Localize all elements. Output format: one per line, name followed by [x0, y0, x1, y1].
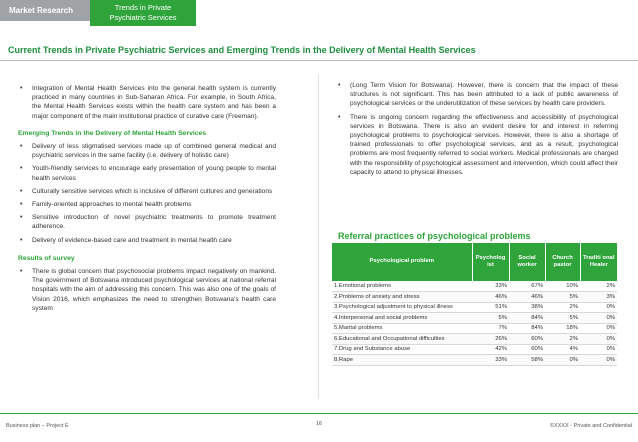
cell-traditional-healer: 0%: [580, 302, 617, 313]
cell-problem: 5.Marital problems: [332, 323, 472, 334]
cell-traditional-healer: 0%: [580, 355, 617, 366]
cell-traditional-healer: 2%: [580, 281, 617, 292]
cell-traditional-healer: 3%: [580, 292, 617, 303]
cell-problem: 6.Educational and Occupational difficulties: [332, 334, 472, 345]
cell-traditional-healer: 0%: [580, 313, 617, 324]
cell-psychologist: 46%: [472, 292, 509, 303]
tab-trends-private-psychiatric[interactable]: [90, 0, 196, 26]
cell-social-worker: 58%: [509, 355, 545, 366]
cell-church-pastor: 18%: [545, 323, 580, 334]
cell-problem: 4.Interpersonal and social problems: [332, 313, 472, 324]
cell-church-pastor: 5%: [545, 292, 580, 303]
cell-social-worker: 84%: [509, 313, 545, 324]
cell-problem: 7.Drug and Substance abuse: [332, 344, 472, 355]
emerging-bullet: • Delivery of evidence-based care and treatment in mental health care: [18, 236, 276, 245]
table-row: [332, 281, 617, 292]
referral-table-title: Referral practices of psychological problems: [338, 231, 531, 241]
table-row: [332, 302, 617, 313]
left-column: [18, 84, 276, 317]
cell-problem: 2.Problems of anxiety and stress: [332, 292, 472, 303]
emerging-bullet: • Family-oriented approaches to mental health problems: [18, 200, 276, 209]
cell-social-worker: 67%: [509, 281, 545, 292]
cell-traditional-healer: 0%: [580, 344, 617, 355]
table-row: [332, 344, 617, 355]
header-psychologist: Psycholog ist: [472, 243, 509, 281]
emerging-trends-heading: Emerging Trends in the Delivery of Mental Health Services: [18, 129, 207, 137]
cell-problem: 3.Psychological adjustment to physical illness: [332, 302, 472, 313]
cell-social-worker: 38%: [509, 302, 545, 313]
header-church-pastor: Church pastor: [545, 243, 580, 281]
cell-traditional-healer: 0%: [580, 334, 617, 345]
cell-psychologist: 33%: [472, 355, 509, 366]
cell-church-pastor: 0%: [545, 355, 580, 366]
intro-list: [18, 84, 276, 121]
right-bullet-list: [336, 81, 618, 177]
page-title: Current Trends in Private Psychiatric Services and Emerging Trends in the Delivery of Mental Health Services: [8, 45, 476, 55]
cell-church-pastor: 10%: [545, 281, 580, 292]
referral-table: [332, 243, 617, 366]
cell-psychologist: 33%: [472, 281, 509, 292]
cell-church-pastor: 2%: [545, 302, 580, 313]
cell-problem: 8.Rape: [332, 355, 472, 366]
intro-bullet: • Integration of Mental Health Services into the general health system is currently practiced in many countries in Sub-Saharan Africa. For example, in South Africa, the Mental Health Services exists within the health care system and has been a major component of the main institutional practice of curative care (Freeman).: [18, 84, 276, 121]
table-row: [332, 292, 617, 303]
results-heading: Results of survey: [18, 254, 75, 262]
table-row: [332, 323, 617, 334]
table-row: [332, 313, 617, 324]
title-divider: [0, 60, 638, 61]
cell-church-pastor: 2%: [545, 334, 580, 345]
right-bullet: • (Long Term Vision for Botswana). However, there is concern that the impact of these structures is not significant. This has been attributed to a lack of public awareness of psychological services or the underutilization of these services by health care providers.: [336, 81, 618, 109]
cell-traditional-healer: 0%: [580, 323, 617, 334]
cell-psychologist: 7%: [472, 323, 509, 334]
table-row: [332, 355, 617, 366]
header-traditional-healer: Traditi onal Healer: [580, 243, 617, 281]
cell-social-worker: 46%: [509, 292, 545, 303]
emerging-trends-list: [18, 142, 276, 245]
cell-social-worker: 84%: [509, 323, 545, 334]
page-number: 16: [316, 421, 323, 427]
footer-divider: [0, 413, 638, 414]
table-row: [332, 334, 617, 345]
tab-trends-line-1: Trends in Private: [114, 3, 172, 12]
column-divider: [318, 74, 319, 399]
cell-church-pastor: 5%: [545, 313, 580, 324]
cell-psychologist: 26%: [472, 334, 509, 345]
emerging-bullet: • Culturally sensitive services which is inclusive of different cultures and generations: [18, 187, 276, 196]
emerging-bullet: • Delivery of less stigmatised services made up of combined general medical and psychiatric services in the same facility (i.e. delivery of holistic care): [18, 142, 276, 160]
tab-market-research[interactable]: Market Research: [0, 0, 90, 21]
footer-confidential-label: ©XXXX - Private and Confidential: [549, 423, 632, 429]
footer-project-label: Business plan – Project E: [6, 423, 69, 429]
cell-church-pastor: 4%: [545, 344, 580, 355]
tab-trends-line-2: Psychiatric Services: [109, 13, 177, 22]
cell-psychologist: 42%: [472, 344, 509, 355]
table-header-row: [332, 243, 617, 281]
header-social-worker: Social worker: [509, 243, 545, 281]
emerging-bullet: • Sensitive introduction of novel psychiatric treatments to promote treatment adherence.: [18, 213, 276, 231]
results-bullet: • There is global concern that psychosocial problems impact negatively on mankind. The government of Botswana introduced psychological services at national referral hospitals with the aim of addressing this concern. This was also one of the goals of Vision 2016, which emphasizes the need to strengthen Botswana's health care system: [18, 267, 276, 313]
right-column: [336, 81, 618, 181]
cell-social-worker: 60%: [509, 334, 545, 345]
cell-psychologist: 51%: [472, 302, 509, 313]
cell-social-worker: 60%: [509, 344, 545, 355]
right-bullet: • There is ongoing concern regarding the effectiveness and accessibility of psychological services in Botswana. There is also an evident desire for and interest in referring psychological problems to psychological services. However, there is also a shortage of trained professionals to offer psychological services, and as a result, psychological problems are most frequently referred to social workers. Medical professionals are charged with the responsibility of psychological assessment and intervention, which could affect their capacity to attend to physical illnesses.: [336, 113, 618, 177]
cell-psychologist: 5%: [472, 313, 509, 324]
cell-problem: 1.Emotional problems: [332, 281, 472, 292]
header-problem: Psychological problem: [332, 243, 472, 281]
results-list: [18, 267, 276, 313]
emerging-bullet: • Youth-friendly services to encourage early presentation of young people to mental health services: [18, 164, 276, 182]
